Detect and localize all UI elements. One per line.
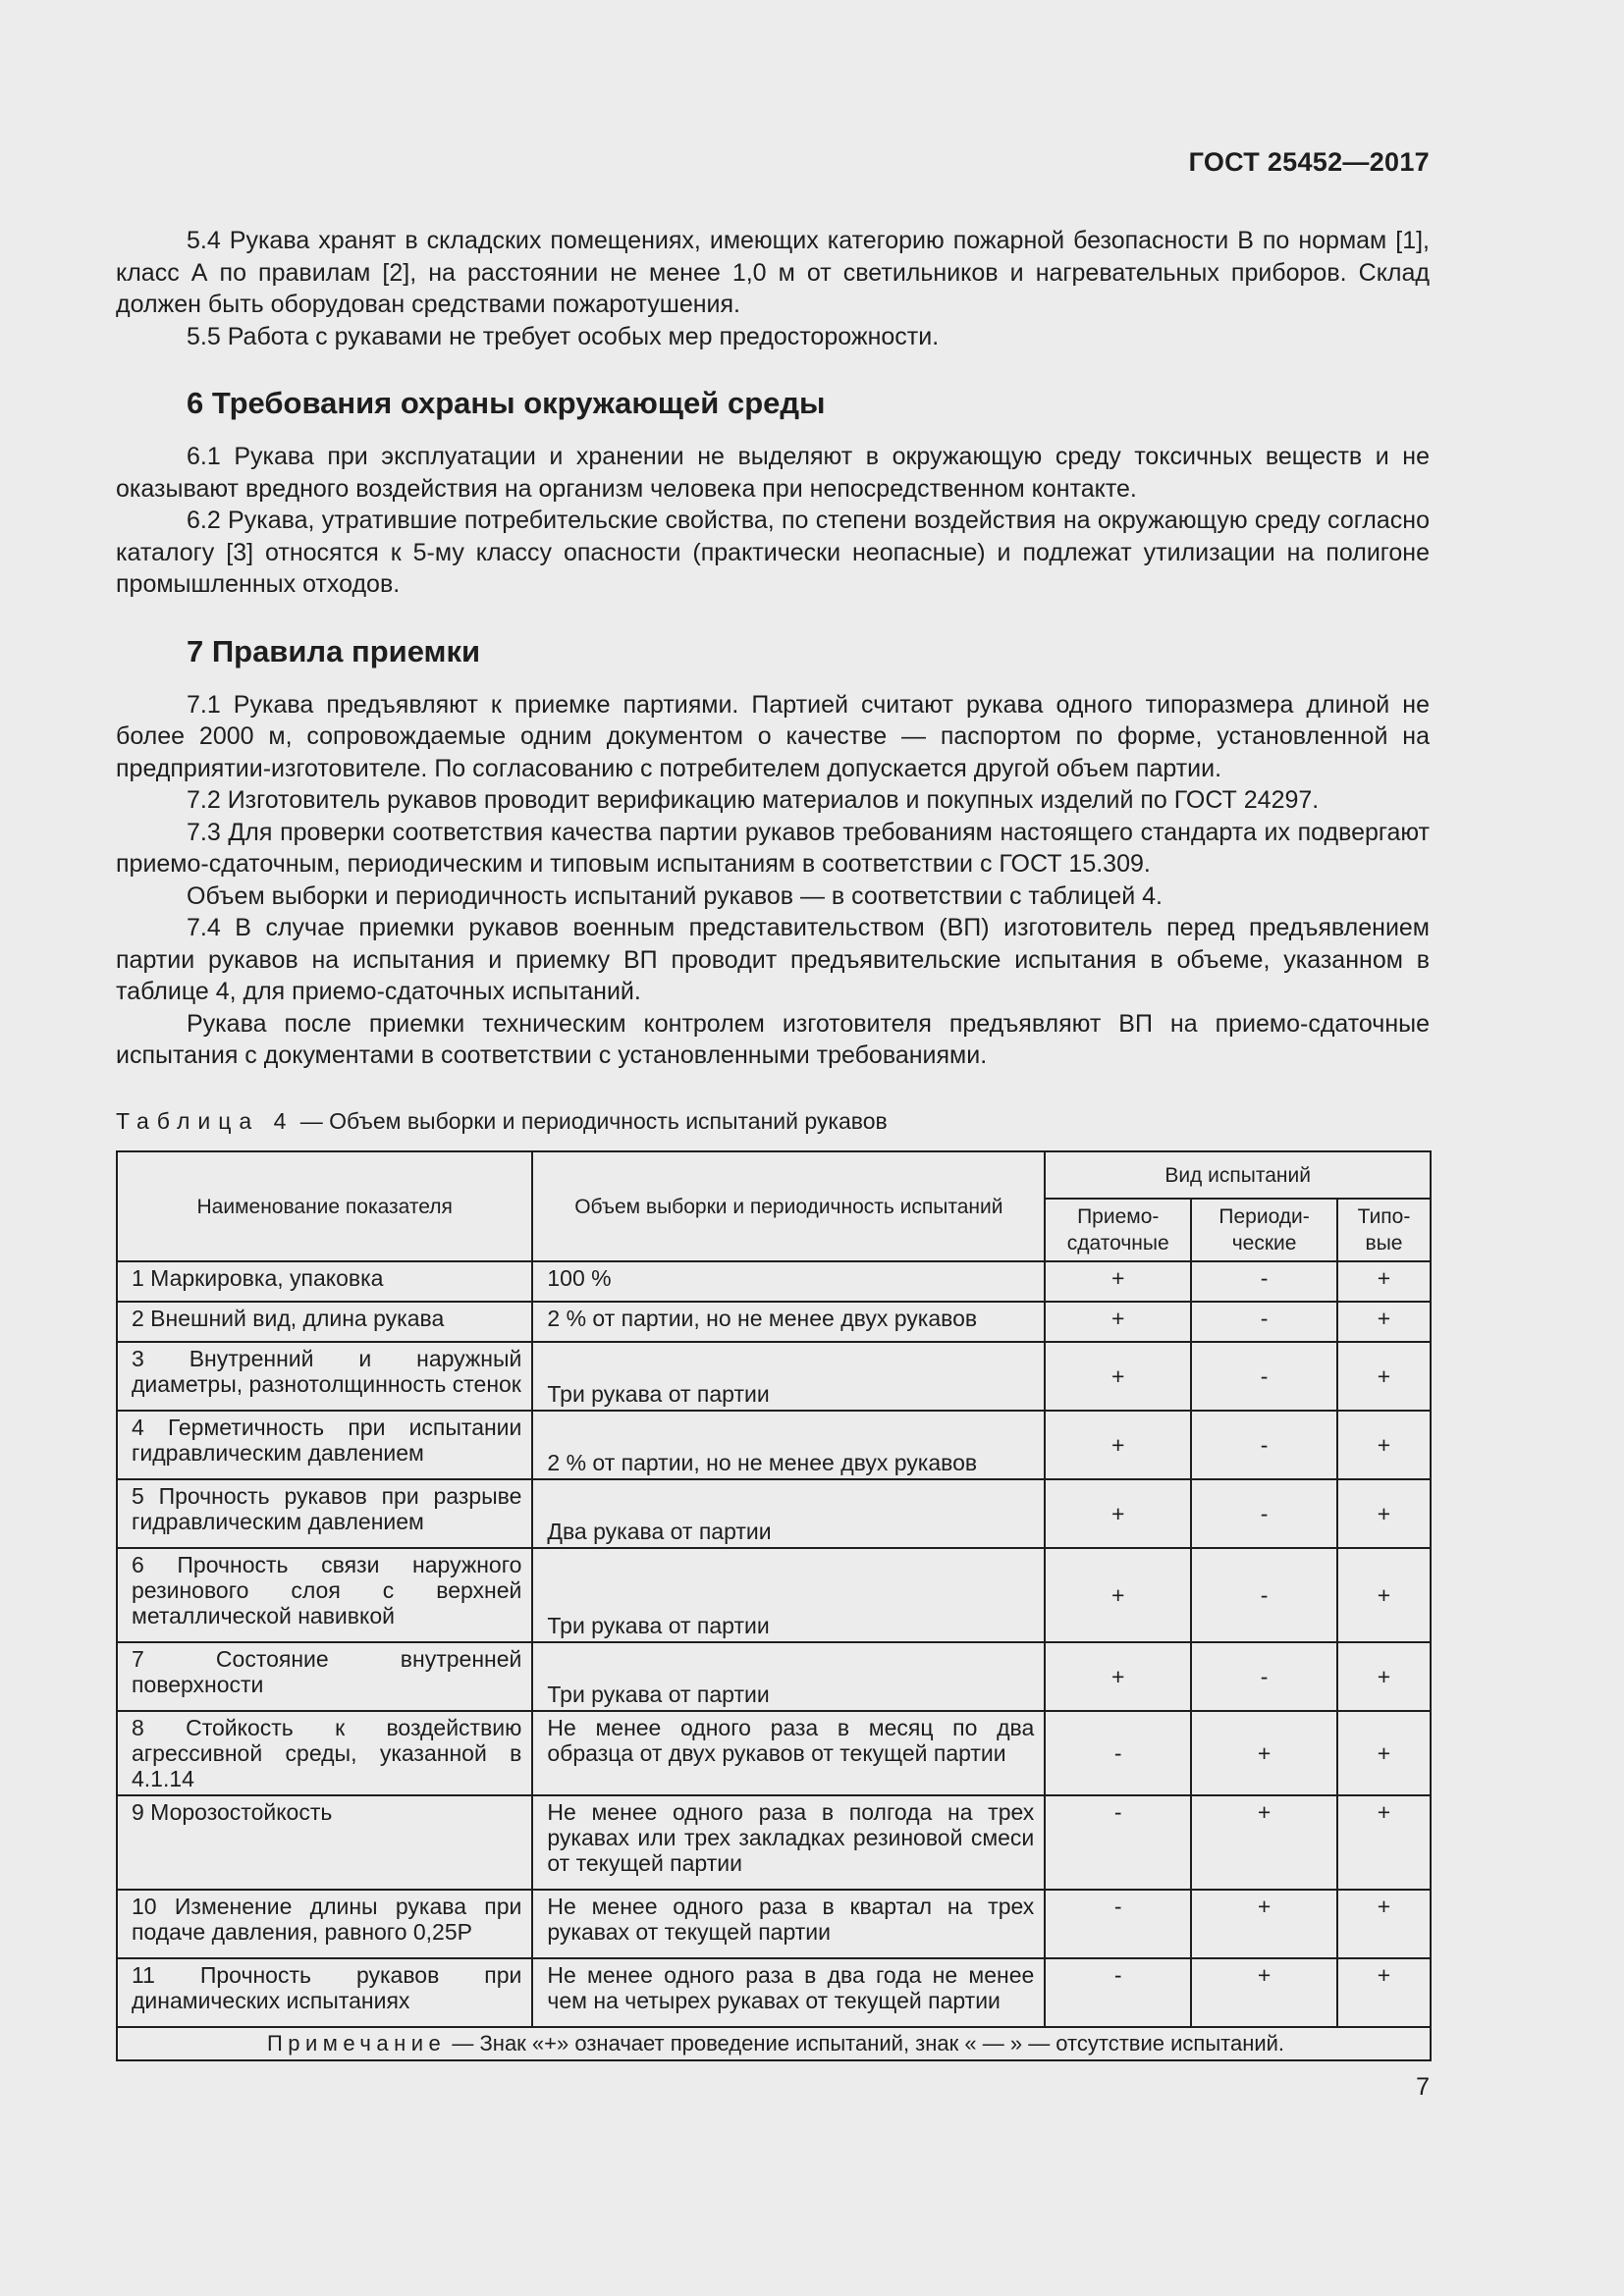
paragraph-5-5: 5.5 Работа с рукавами не требует особых мер предосторожности.	[187, 322, 940, 350]
cell-name: 2 Внешний вид, длина рукава	[117, 1302, 532, 1342]
table-row	[117, 1479, 1431, 1548]
paragraph-7-1: 7.1 Рукава предъявляют к приемке партиями. Партией считают рукава одного типоразмера длиной не более 2000 м, сопровождаемые одним документом о качестве — паспортом по форме, установленной на предприятии-изготовителе. По согласованию с потребителем допускается другой объем партии.	[116, 690, 1430, 782]
cell-volume: Не менее одного раза в два года не менее чем на четырех рукавах от текущей партии	[532, 1958, 1045, 2027]
header-acceptance: Приемо-сдаточные	[1045, 1199, 1191, 1261]
paragraph-7-2: 7.2 Изготовитель рукавов проводит верификацию материалов и покупных изделий по ГОСТ 24297.	[187, 786, 1320, 814]
cell-periodic: +	[1191, 1795, 1337, 1890]
table-note-row	[117, 2027, 1431, 2060]
cell-periodic: +	[1191, 1958, 1337, 2027]
table-caption	[116, 1106, 888, 1136]
cell-acceptance: -	[1045, 1890, 1191, 1958]
cell-periodic: -	[1191, 1342, 1337, 1411]
cell-type: +	[1337, 1342, 1431, 1411]
cell-acceptance: +	[1045, 1479, 1191, 1548]
paragraph-7-4-vp: Рукава после приемки техническим контролем изготовителя предъявляют ВП на приемо-сдаточные испытания с документами в соответствии с установленными требованиями.	[116, 1009, 1430, 1069]
document-code: ГОСТ 25452—2017	[1188, 147, 1430, 177]
header-name: Наименование показателя	[117, 1151, 532, 1261]
cell-name: 1 Маркировка, упаковка	[117, 1261, 532, 1302]
cell-type: +	[1337, 1479, 1431, 1548]
cell-acceptance: -	[1045, 1958, 1191, 2027]
header-periodic: Периоди-ческие	[1191, 1199, 1337, 1261]
cell-volume: Не менее одного раза в полгода на трех рукавах или трех закладках резиновой смеси от текущей партии	[532, 1795, 1045, 1890]
header-type: Типо-вые	[1337, 1199, 1431, 1261]
cell-name: 7 Состояние внутренней поверхности	[117, 1642, 532, 1711]
table-row	[117, 1302, 1431, 1342]
table-row	[117, 1795, 1431, 1890]
cell-acceptance: -	[1045, 1711, 1191, 1795]
cell-type: +	[1337, 1890, 1431, 1958]
cell-acceptance: +	[1045, 1302, 1191, 1342]
table-row	[117, 1890, 1431, 1958]
cell-periodic: +	[1191, 1890, 1337, 1958]
note-text: — Знак «+» означает проведение испытаний, знак « — » — отсутствие испытаний.	[446, 2031, 1285, 2056]
cell-name: 9 Морозостойкость	[117, 1795, 532, 1890]
paragraph-6-2: 6.2 Рукава, утратившие потребительские свойства, по степени воздействия на окружающую среду согласно каталогу [3] относятся к 5-му классу опасности (практически неопасные) и подлежат утилизации на полигоне промышленных отходов.	[116, 507, 1430, 598]
cell-name-text: 10 Изменение длины рукава при подаче давления, равного 0,25P	[132, 1894, 522, 1945]
paragraph-7-4: 7.4 В случае приемки рукавов военным представительством (ВП) изготовитель перед предъявлением партии рукавов на испытания и приемку ВП проводит предъявительские испытания в объеме, указанном в таблице 4, для приемо-сдаточных испытаний.	[116, 914, 1430, 1005]
main-text	[116, 225, 1430, 1072]
table-row	[117, 1261, 1431, 1302]
cell-volume: 2 % от партии, но не менее двух рукавов	[532, 1302, 1045, 1342]
cell-volume: 2 % от партии, но не менее двух рукавов	[532, 1411, 1045, 1479]
cell-volume: Три рукава от партии	[532, 1342, 1045, 1411]
cell-volume: Не менее одного раза в месяц по два образца от двух рукавов от текущей партии	[532, 1711, 1045, 1795]
table-row	[117, 1411, 1431, 1479]
cell-periodic: -	[1191, 1411, 1337, 1479]
cell-volume: Не менее одного раза в квартал на трех рукавах от текущей партии	[532, 1890, 1045, 1958]
paragraph-6-1: 6.1 Рукава при эксплуатации и хранении не выделяют в окружающую среду токсичных веществ и не оказывают вредного воздействия на организм человека при непосредственном контакте.	[116, 443, 1430, 503]
cell-type: +	[1337, 1642, 1431, 1711]
table-row	[117, 1642, 1431, 1711]
cell-acceptance: +	[1045, 1548, 1191, 1642]
cell-periodic: -	[1191, 1479, 1337, 1548]
cell-periodic: -	[1191, 1642, 1337, 1711]
note-label: Примечание	[266, 2031, 447, 2056]
cell-periodic: -	[1191, 1261, 1337, 1302]
paragraph-5-4: 5.4 Рукава хранят в складских помещениях, имеющих категорию пожарной безопасности В по нормам [1], класс А по правилам [2], на расстоянии не менее 1,0 м от светильников и нагревательных приборов. Склад должен быть оборудован средствами пожаротушения.	[116, 227, 1430, 318]
table-4	[116, 1150, 1432, 2061]
header-kind: Вид испытаний	[1045, 1151, 1431, 1199]
table-caption-label: Таблица 4	[116, 1108, 295, 1134]
cell-type: +	[1337, 1548, 1431, 1642]
table-row	[117, 1711, 1431, 1795]
table-row	[117, 1342, 1431, 1411]
cell-name: 11 Прочность рукавов при динамических испытаниях	[117, 1958, 532, 2027]
cell-name	[117, 1890, 532, 1958]
paragraph-7-3: 7.3 Для проверки соответствия качества партии рукавов требованиям настоящего стандарта их подвергают приемо-сдаточным, периодическим и типовым испытаниям в соответствии с ГОСТ 15.309.	[116, 818, 1430, 878]
cell-type: +	[1337, 1302, 1431, 1342]
table-note	[117, 2027, 1431, 2060]
cell-name: 8 Стойкость к воздействию агрессивной среды, указанной в 4.1.14	[117, 1711, 532, 1795]
header-volume: Объем выборки и периодичность испытаний	[532, 1151, 1045, 1261]
cell-periodic: -	[1191, 1548, 1337, 1642]
cell-acceptance: -	[1045, 1795, 1191, 1890]
cell-acceptance: +	[1045, 1261, 1191, 1302]
cell-volume: 100 %	[532, 1261, 1045, 1302]
cell-acceptance: +	[1045, 1342, 1191, 1411]
cell-type: +	[1337, 1711, 1431, 1795]
cell-name: 4 Герметичность при испытании гидравлическим давлением	[117, 1411, 532, 1479]
cell-volume: Три рукава от партии	[532, 1548, 1045, 1642]
cell-acceptance: +	[1045, 1642, 1191, 1711]
cell-periodic: -	[1191, 1302, 1337, 1342]
cell-volume: Два рукава от партии	[532, 1479, 1045, 1548]
cell-periodic: +	[1191, 1711, 1337, 1795]
cell-type: +	[1337, 1958, 1431, 2027]
cell-type: +	[1337, 1795, 1431, 1890]
cell-type: +	[1337, 1261, 1431, 1302]
section-6-heading: 6 Требования охраны окружающей среды	[187, 386, 826, 420]
table-row	[117, 1548, 1431, 1642]
paragraph-7-3-volume: Объем выборки и периодичность испытаний рукавов — в соответствии с таблицей 4.	[187, 881, 1163, 910]
cell-type: +	[1337, 1411, 1431, 1479]
cell-name: 5 Прочность рукавов при разрыве гидравлическим давлением	[117, 1479, 532, 1548]
table-row	[117, 1958, 1431, 2027]
cell-name: 3 Внутренний и наружный диаметры, разнотолщинность стенок	[117, 1342, 532, 1411]
cell-volume: Три рукава от партии	[532, 1642, 1045, 1711]
cell-acceptance: +	[1045, 1411, 1191, 1479]
table-caption-text: — Объем выборки и периодичность испытаний рукавов	[294, 1108, 888, 1134]
section-7-heading: 7 Правила приемки	[187, 633, 481, 668]
cell-name: 6 Прочность связи наружного резинового слоя с верхней металлической навивкой	[117, 1548, 532, 1642]
page-number: 7	[1416, 2073, 1430, 2101]
